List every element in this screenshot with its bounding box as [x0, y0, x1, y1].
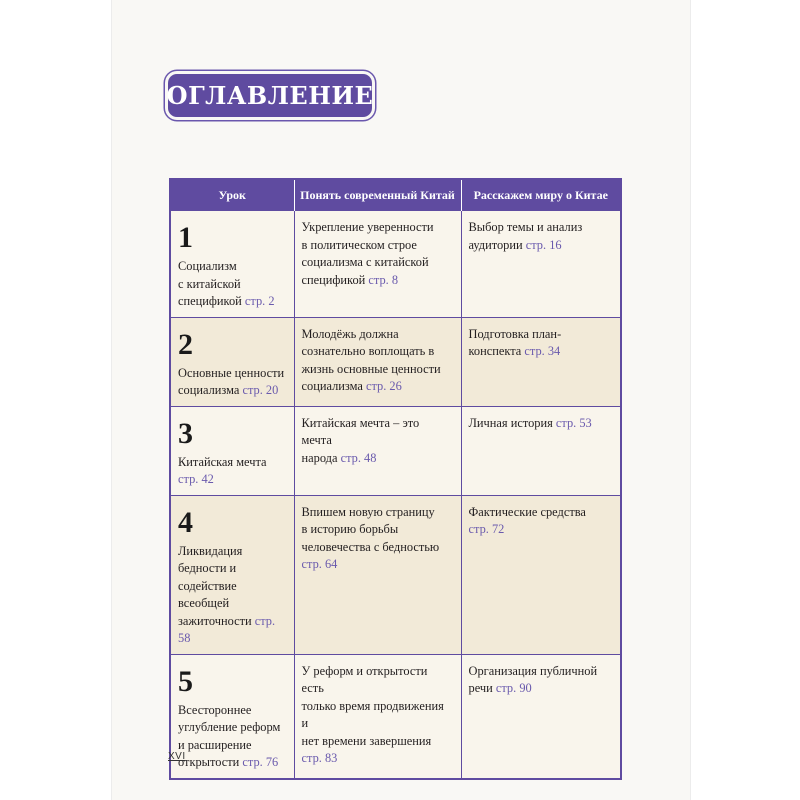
page-reference[interactable]: стр. 64: [301, 557, 338, 571]
topic-line: Выбор темы и анализ: [468, 220, 583, 234]
topic-line: нет времени завершения: [301, 733, 432, 748]
header-tell-world: Расскажем миру о Китае: [461, 179, 621, 211]
understand-cell: [294, 211, 461, 318]
topic-line: социализма: [301, 379, 363, 393]
lesson-number: 4: [178, 505, 193, 539]
topic-line: Китайская мечта – это мечта: [301, 415, 420, 447]
understand-cell: [294, 654, 461, 779]
tell-cell: [461, 654, 621, 779]
lesson-title-line: открытости: [178, 755, 240, 769]
page-reference[interactable]: стр. 34: [524, 344, 561, 358]
topic-line: в политическом строе: [301, 237, 417, 252]
topic-line: Молодёжь должна: [301, 326, 399, 341]
understand-cell: [294, 406, 461, 495]
page-reference[interactable]: стр. 8: [368, 272, 399, 287]
lesson-number: 2: [178, 327, 193, 361]
lesson-title-line: Всестороннее: [178, 702, 252, 717]
tell-cell: [461, 317, 621, 406]
page-reference[interactable]: стр. 53: [555, 415, 592, 430]
lesson-number: 3: [178, 416, 193, 450]
lesson-number: 5: [178, 664, 193, 698]
lesson-cell: [170, 654, 294, 779]
page-reference[interactable]: стр. 58: [178, 613, 276, 645]
page-reference[interactable]: стр. 20: [242, 383, 279, 397]
table-row: [170, 317, 621, 406]
topic-line: Организация публичной: [468, 663, 598, 678]
tell-cell: [461, 211, 621, 318]
table-row: [170, 495, 621, 654]
table-of-contents: [169, 178, 622, 780]
lesson-title-line: содействие всеобщей: [178, 578, 237, 610]
topic-line: в историю борьбы: [301, 522, 399, 536]
topic-line: Фактические средства: [468, 504, 586, 519]
understand-cell: [294, 495, 461, 654]
header-lesson: Урок: [170, 179, 294, 211]
lesson-title-line: Основные ценности: [178, 365, 285, 380]
table-row: [170, 406, 621, 495]
tell-cell: [461, 495, 621, 654]
page-reference[interactable]: стр. 90: [495, 681, 532, 695]
topic-line: народа: [301, 450, 338, 465]
topic-line: социализма с китайской: [301, 255, 429, 269]
topic-line: Подготовка план-: [468, 326, 562, 341]
lesson-title-line: бедности и: [178, 561, 237, 575]
table-row: [170, 211, 621, 318]
topic-line: только время продвижения и: [301, 698, 444, 730]
topic-line: Личная история: [468, 415, 553, 430]
lesson-cell: [170, 406, 294, 495]
page-reference[interactable]: стр. 76: [242, 755, 279, 769]
page-number: XVI: [168, 751, 186, 762]
lesson-title-line: Китайская мечта: [178, 454, 267, 469]
lesson-title-line: спецификой: [178, 294, 242, 308]
page-title: ОГЛАВЛЕНИЕ: [166, 81, 374, 110]
page-reference[interactable]: стр. 16: [525, 237, 562, 252]
lesson-cell: [170, 317, 294, 406]
topic-line: сознательно воплощать в: [301, 344, 435, 358]
understand-cell: [294, 317, 461, 406]
topic-line: Укрепление уверенности: [301, 220, 434, 234]
topic-line: аудитории: [468, 237, 523, 252]
lesson-title-line: с китайской: [178, 276, 241, 291]
title-badge: [168, 74, 372, 117]
topic-line: конспекта: [468, 344, 522, 358]
tell-cell: [461, 406, 621, 495]
table-header-row: [170, 179, 621, 211]
page-reference[interactable]: стр. 26: [365, 379, 402, 393]
page-reference[interactable]: стр. 83: [301, 751, 338, 765]
lesson-cell: [170, 495, 294, 654]
topic-line: жизнь основные ценности: [301, 361, 441, 376]
lesson-cell: [170, 211, 294, 318]
header-understand-china: Понять современный Китай: [294, 179, 461, 211]
topic-line: речи: [468, 681, 493, 695]
lesson-title-line: зажиточности: [178, 613, 252, 628]
topic-line: Впишем новую страницу: [301, 504, 435, 519]
topic-line: У реформ и открытости есть: [301, 663, 428, 695]
topic-line: человечества с бедностью: [301, 539, 440, 554]
page-reference[interactable]: стр. 72: [468, 522, 505, 536]
page-reference[interactable]: стр. 48: [340, 450, 377, 465]
lesson-title-line: Ликвидация: [178, 543, 243, 558]
page-reference[interactable]: стр. 42: [178, 472, 214, 486]
lesson-title-line: социализма: [178, 383, 240, 397]
lesson-title-line: и расширение: [178, 737, 252, 752]
topic-line: спецификой: [301, 272, 366, 287]
lesson-title-line: углубление реформ: [178, 720, 281, 734]
lesson-title-line: Социализм: [178, 259, 237, 273]
table-row: [170, 654, 621, 779]
page-reference[interactable]: стр. 2: [244, 294, 275, 308]
lesson-number: 1: [178, 221, 193, 254]
